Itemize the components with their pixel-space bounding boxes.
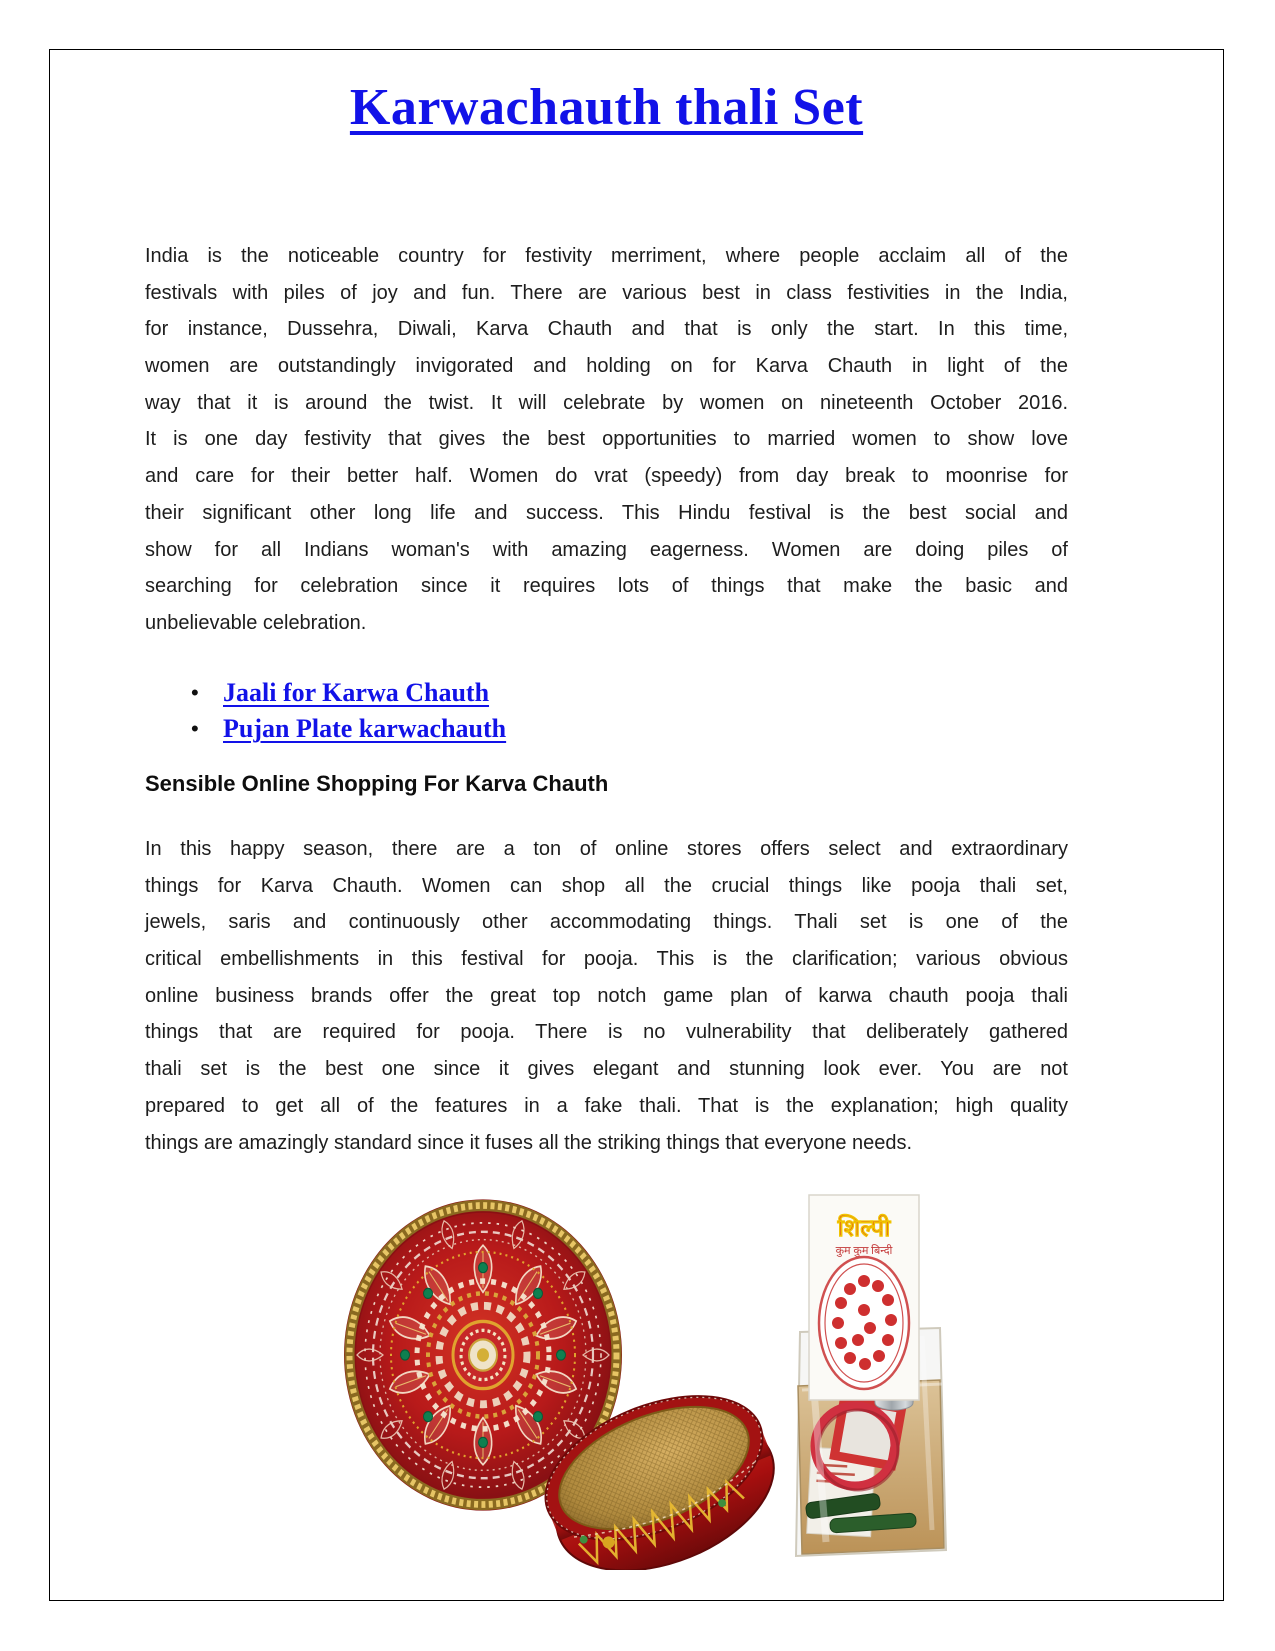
text-line: prepared to get all of the features in a fake thali. That is the explanation; high quality — [145, 1094, 1068, 1117]
text-line: online business brands offer the great top notch game plan of karwa chauth pooja thali — [145, 984, 1068, 1007]
bullet-icon: • — [191, 716, 199, 741]
product-photo — [310, 1150, 950, 1570]
text-line: critical embellishments in this festival for pooja. This is the clarification; various obvious — [145, 948, 1068, 971]
text-line: jewels, saris and continuously other accommodating things. Thali set is one of the — [145, 911, 1068, 934]
text-line: India is the noticeable country for festivity merriment, where people acclaim all of the — [145, 245, 1068, 267]
text-line: searching for celebration since it requires lots of things that make the basic and — [145, 575, 1068, 598]
text-line: festivals with piles of joy and fun. There are various best in class festivities in the India, — [145, 281, 1068, 304]
text-line: for instance, Dussehra, Diwali, Karva Chauth and that is only the start. In this time, — [145, 318, 1068, 341]
text-line: things are amazingly standard since it fuses all the striking things that everyone needs. — [145, 1131, 913, 1154]
title-wrap — [145, 78, 1068, 138]
list-item — [145, 713, 506, 745]
text-line: In this happy season, there are a ton of online stores offers select and extraordinary — [145, 838, 1068, 860]
bullet-icon: • — [191, 680, 199, 705]
bindi-subtitle-text: कुम कुम बिन्दी — [835, 1245, 893, 1257]
text-line: unbelievable celebration. — [145, 611, 367, 634]
list-item — [145, 677, 489, 709]
text-line: and care for their better half. Women do vrat (speedy) from day break to moonrise for — [145, 465, 1068, 488]
section-heading: Sensible Online Shopping For Karva Chauth — [145, 771, 609, 796]
text-line: way that it is around the twist. It will celebrate by women on nineteenth October 2016. — [145, 391, 1068, 414]
text-line: show for all Indians woman's with amazing eagerness. Women are doing piles of — [145, 538, 1068, 561]
text-line: thali set is the best one since it gives elegant and stunning look ever. You are not — [145, 1058, 1068, 1081]
page-title: Karwachauth thali Set — [349, 79, 864, 136]
paragraph-shopping — [145, 831, 1068, 1161]
text-line: their significant other long life and success. This Hindu festival is the best social and — [145, 501, 1068, 524]
text-line: It is one day festivity that gives the best opportunities to married women to show love — [145, 428, 1068, 451]
text-line: things that are required for pooja. There is no vulnerability that deliberately gathered — [145, 1021, 1068, 1044]
link-pujan-plate-karwachauth[interactable]: Pujan Plate karwachauth — [223, 714, 507, 743]
bindi-card — [809, 1195, 919, 1400]
paragraph-intro — [145, 238, 1068, 642]
text-line: women are outstandingly invigorated and holding on for Karva Chauth in light of the — [145, 355, 1068, 378]
bindi-brand-text: शिल्पी — [837, 1216, 891, 1242]
text-line: things for Karva Chauth. Women can shop all the crucial things like pooja thali set, — [145, 874, 1068, 897]
link-jaali-for-karwa-chauth[interactable]: Jaali for Karwa Chauth — [223, 678, 490, 707]
